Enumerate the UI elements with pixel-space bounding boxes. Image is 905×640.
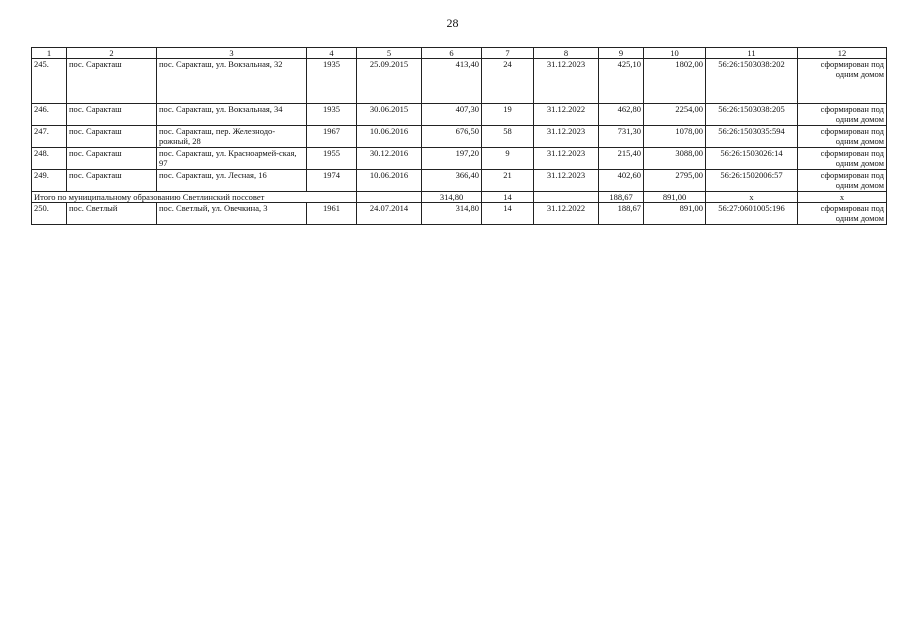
header-cell: 10 xyxy=(644,48,706,59)
year-cell: 1935 xyxy=(307,104,357,126)
address-cell: пос. Саракташ, ул. Красноармей-ская, 97 xyxy=(157,148,307,170)
land-area-cell: 1802,00 xyxy=(644,59,706,104)
residents-cell: 24 xyxy=(482,59,534,104)
status-cell: сформирован под одним домом xyxy=(798,104,887,126)
table-row xyxy=(32,126,887,148)
area-cell: 366,40 xyxy=(422,170,482,192)
land-area-cell: 1078,00 xyxy=(644,126,706,148)
status-cell: сформирован под одним домом xyxy=(798,148,887,170)
subtotal-land-area: 891,00 xyxy=(644,192,706,203)
table-row xyxy=(32,148,887,170)
year-cell: 1967 xyxy=(307,126,357,148)
header-cell: 8 xyxy=(534,48,599,59)
area-cell: 188,67 xyxy=(599,203,644,225)
table-row xyxy=(32,59,887,104)
header-cell: 9 xyxy=(599,48,644,59)
cadastral-number-cell: 56:26:1503038:202 xyxy=(706,59,798,104)
address-cell: пос. Светлый, ул. Овечкина, 3 xyxy=(157,203,307,225)
cadastral-number-cell: 56:27:0601005:196 xyxy=(706,203,798,225)
row-number: 250. xyxy=(32,203,67,225)
row-number: 247. xyxy=(32,126,67,148)
table-row xyxy=(32,203,887,225)
settlement-cell: пос. Саракташ xyxy=(67,170,157,192)
area-cell: 402,60 xyxy=(599,170,644,192)
row-number: 249. xyxy=(32,170,67,192)
land-area-cell: 2795,00 xyxy=(644,170,706,192)
date-cell: 25.09.2015 xyxy=(357,59,422,104)
subtotal-row xyxy=(32,192,887,203)
cadastral-number-cell: 56:26:1503038:205 xyxy=(706,104,798,126)
header-cell: 7 xyxy=(482,48,534,59)
residents-cell: 58 xyxy=(482,126,534,148)
header-cell: 1 xyxy=(32,48,67,59)
empty-cell xyxy=(357,192,422,203)
page-number: 28 xyxy=(446,16,459,30)
row-number: 248. xyxy=(32,148,67,170)
cadastral-number-cell: 56:26:1502006:57 xyxy=(706,170,798,192)
header-cell: 12 xyxy=(798,48,887,59)
date-cell: 31.12.2023 xyxy=(534,170,599,192)
area-cell: 425,10 xyxy=(599,59,644,104)
area-cell: 731,30 xyxy=(599,126,644,148)
date-cell: 31.12.2022 xyxy=(534,104,599,126)
header-cell: 2 xyxy=(67,48,157,59)
table-row xyxy=(32,170,887,192)
settlement-cell: пос. Саракташ xyxy=(67,126,157,148)
settlement-cell: пос. Саракташ xyxy=(67,104,157,126)
row-number: 245. xyxy=(32,59,67,104)
date-cell: 10.06.2016 xyxy=(357,126,422,148)
area-cell: 462,80 xyxy=(599,104,644,126)
settlement-cell: пос. Саракташ xyxy=(67,59,157,104)
date-cell: 30.12.2016 xyxy=(357,148,422,170)
empty-cell xyxy=(534,192,599,203)
area-cell: 676,50 xyxy=(422,126,482,148)
date-cell: 30.06.2015 xyxy=(357,104,422,126)
area-cell: 407,30 xyxy=(422,104,482,126)
settlement-cell: пос. Саракташ xyxy=(67,148,157,170)
header-cell: 3 xyxy=(157,48,307,59)
status-cell: сформирован под одним домом xyxy=(798,59,887,104)
address-cell: пос. Саракташ, ул. Вокзальная, 32 xyxy=(157,59,307,104)
header-cell: 4 xyxy=(307,48,357,59)
subtotal-area-2: 188,67 xyxy=(599,192,644,203)
date-cell: 31.12.2023 xyxy=(534,59,599,104)
row-number: 246. xyxy=(32,104,67,126)
subtotal-cadastral: x xyxy=(706,192,798,203)
address-cell: пос. Саракташ, ул. Лесная, 16 xyxy=(157,170,307,192)
area-cell: 314,80 xyxy=(422,203,482,225)
settlement-cell: пос. Светлый xyxy=(67,203,157,225)
date-cell: 31.12.2023 xyxy=(534,148,599,170)
date-cell: 31.12.2023 xyxy=(534,126,599,148)
residents-cell: 9 xyxy=(482,148,534,170)
area-cell: 413,40 xyxy=(422,59,482,104)
registry-table xyxy=(31,47,887,225)
subtotal-residents: 14 xyxy=(482,192,534,203)
table-row xyxy=(32,104,887,126)
date-cell: 31.12.2022 xyxy=(534,203,599,225)
land-area-cell: 2254,00 xyxy=(644,104,706,126)
subtotal-status: x xyxy=(798,192,887,203)
subtotal-area: 314,80 xyxy=(422,192,482,203)
subtotal-label: Итого по муниципальному образованию Светлинский поссовет xyxy=(32,192,357,203)
year-cell: 1935 xyxy=(307,59,357,104)
status-cell: сформирован под одним домом xyxy=(798,203,887,225)
cadastral-number-cell: 56:26:1503035:594 xyxy=(706,126,798,148)
cadastral-number-cell: 56:26:1503026:14 xyxy=(706,148,798,170)
land-area-cell: 3088,00 xyxy=(644,148,706,170)
residents-cell: 19 xyxy=(482,104,534,126)
year-cell: 1955 xyxy=(307,148,357,170)
residents-cell: 14 xyxy=(482,203,534,225)
date-cell: 10.06.2016 xyxy=(357,170,422,192)
residents-cell: 21 xyxy=(482,170,534,192)
address-cell: пос. Саракташ, пер. Железнодо-рожный, 28 xyxy=(157,126,307,148)
year-cell: 1961 xyxy=(307,203,357,225)
address-cell: пос. Саракташ, ул. Вокзальная, 34 xyxy=(157,104,307,126)
date-cell: 24.07.2014 xyxy=(357,203,422,225)
area-cell: 215,40 xyxy=(599,148,644,170)
status-cell: сформирован под одним домом xyxy=(798,170,887,192)
status-cell: сформирован под одним домом xyxy=(798,126,887,148)
header-row xyxy=(32,48,887,59)
header-cell: 6 xyxy=(422,48,482,59)
year-cell: 1974 xyxy=(307,170,357,192)
area-cell: 197,20 xyxy=(422,148,482,170)
land-area-cell: 891,00 xyxy=(644,203,706,225)
header-cell: 5 xyxy=(357,48,422,59)
header-cell: 11 xyxy=(706,48,798,59)
